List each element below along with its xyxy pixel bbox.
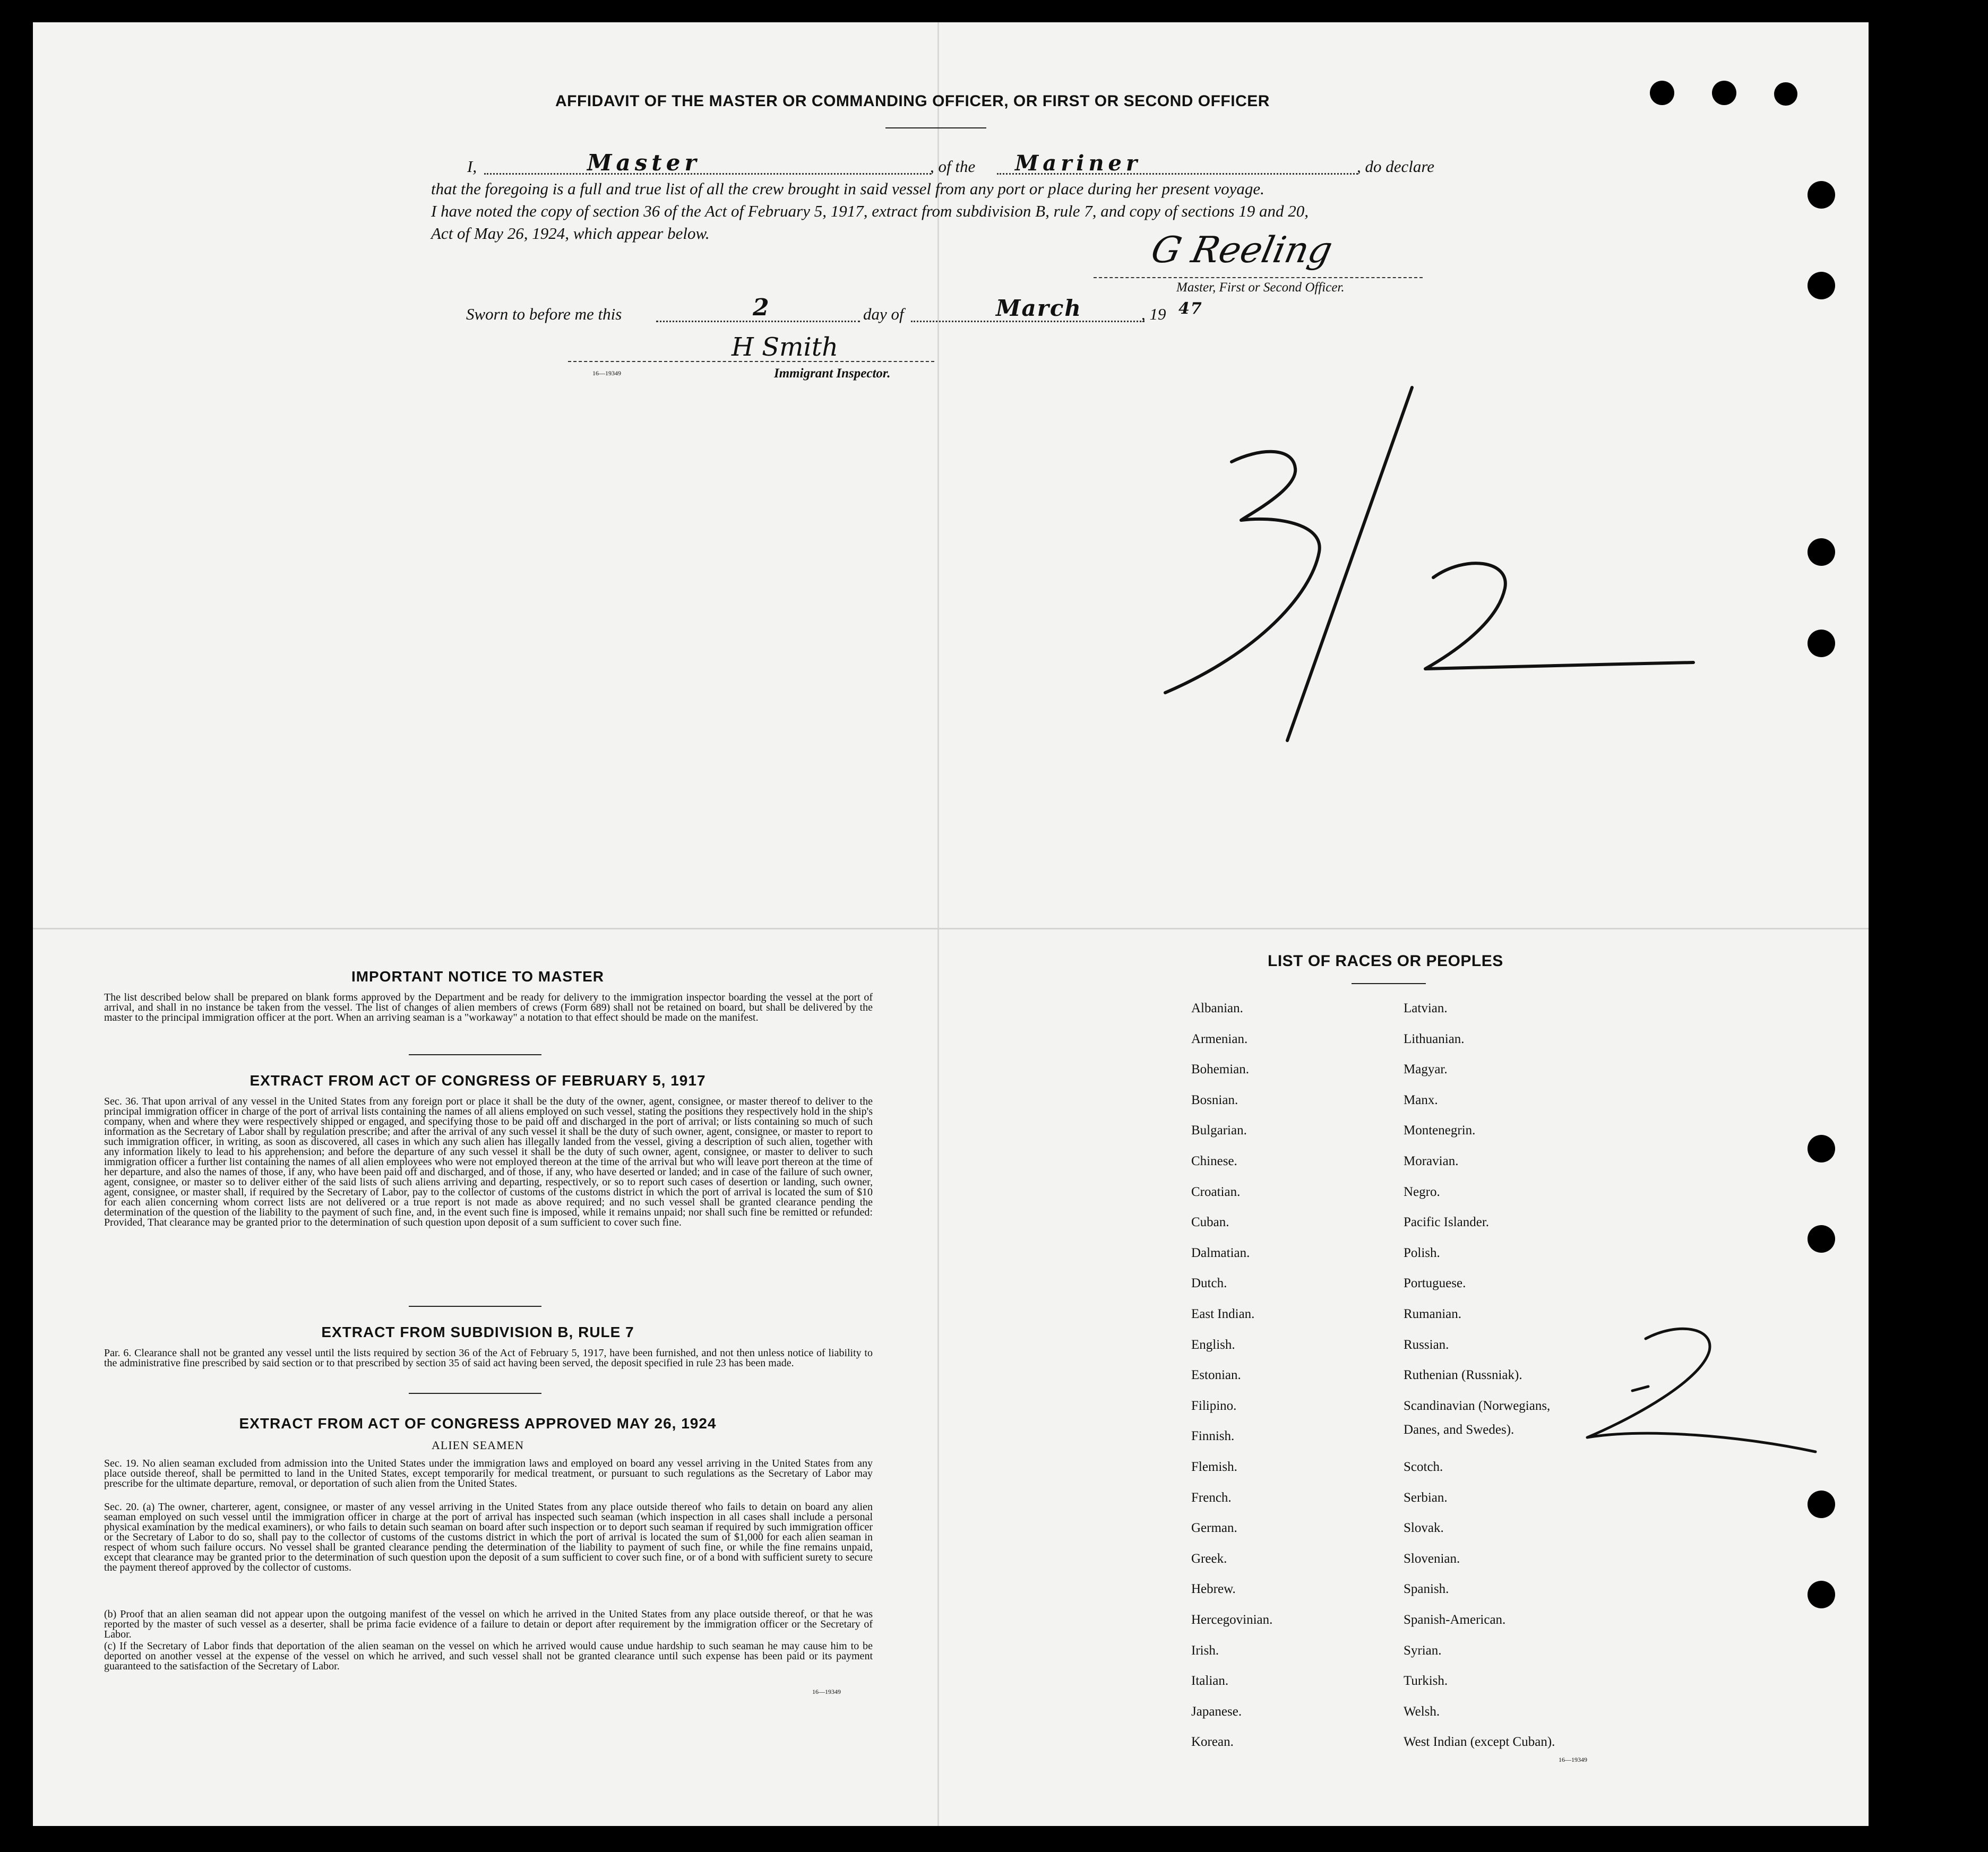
race-right-item: Scotch. [1404,1460,1443,1474]
affidavit-line-3: Act of May 26, 1924, which appear below. [431,224,710,243]
extract-1917-title: EXTRACT FROM ACT OF CONGRESS OF FEBRUARY 5, 1917 [249,1072,706,1089]
punch-hole-6 [1808,1225,1835,1253]
race-left-item: Estonian. [1191,1368,1241,1382]
punch-hole-8 [1808,1581,1835,1608]
rule7-body: Par. 6. Clearance shall not be granted any vessel until the lists required by section 36 of the Act of February 5, 1917, have been furnished, and not then unless notice of liability to the administrative fine prescribed by said section or to that prescribed by section 35 of said act having been served, the deposit specified in rule 23 has been made. [104,1347,873,1369]
rule7-title: EXTRACT FROM SUBDIVISION B, RULE 7 [321,1324,634,1340]
race-left-item: Dutch. [1191,1276,1227,1290]
punch-hole-top-2 [1712,81,1736,105]
race-left-item: Japanese. [1191,1704,1242,1719]
race-right-item: Polish. [1404,1246,1440,1260]
race-right-item: Moravian. [1404,1154,1459,1168]
race-left-item: Italian. [1191,1674,1229,1688]
race-right-item: Rumanian. [1404,1307,1462,1321]
race-right-item: Pacific Islander. [1404,1215,1490,1229]
race-right-item: Magyar. [1404,1062,1448,1076]
punch-hole-7 [1808,1491,1835,1518]
race-left-item: Bulgarian. [1191,1123,1247,1138]
race-right-item: Portuguese. [1404,1276,1466,1290]
affidavit-heading: AFFIDAVIT OF THE MASTER OR COMMANDING OFFICER, OR FIRST OR SECOND OFFICER [555,92,1270,110]
sworn-label: Sworn to before me this [466,305,622,323]
races-title-rule [1352,983,1426,984]
race-scandinavian-continued: Danes, and Swedes). [1404,1423,1514,1437]
race-right-item: Syrian. [1404,1643,1442,1658]
race-right-item: Slovenian. [1404,1552,1460,1566]
master-signature: G Reeling [1147,229,1336,271]
race-left-item: East Indian. [1191,1307,1255,1321]
race-left-item: Filipino. [1191,1399,1237,1413]
punch-hole-1 [1808,181,1835,209]
extract-1924-title: EXTRACT FROM ACT OF CONGRESS APPROVED MAY 26, 1924 [239,1415,717,1432]
race-left-item: Finnish. [1191,1429,1235,1443]
year-prefix: , 19 [1141,305,1166,323]
fold-crease-vertical [937,22,939,1826]
rule-1 [409,1054,541,1055]
race-right-item: Turkish. [1404,1674,1448,1688]
punch-hole-top-1 [1650,81,1674,105]
race-right-item: Slovak. [1404,1521,1444,1535]
race-right-item: Negro. [1404,1185,1440,1199]
extract-1924-subtitle: ALIEN SEAMEN [432,1438,524,1452]
form-number-bottom-right: 16—19349 [1559,1756,1587,1763]
punch-hole-2 [1808,272,1835,299]
handwritten-annotation-2 [1582,1322,1826,1465]
i-label: I, [467,157,477,176]
races-title: LIST OF RACES OR PEOPLES [1268,952,1503,970]
inspector-signature: H Smith [731,332,839,362]
race-right-item: Scandinavian (Norwegians, [1404,1399,1551,1413]
race-left-item: Dalmatian. [1191,1246,1250,1260]
race-right-item: Russian. [1404,1338,1449,1352]
day-of-label: day of [863,305,904,323]
race-right-item: Ruthenian (Russniak). [1404,1368,1522,1382]
race-left-item: Irish. [1191,1643,1219,1658]
vessel-value-handwritten: Mariner [1015,151,1142,176]
affidavit-line-2: I have noted the copy of section 36 of the Act of February 5, 1917, extract from subdivision B, rule 7, and copy of sections 19 and 20, [431,202,1309,220]
extract-1924-sec20a: Sec. 20. (a) The owner, charterer, agent, consignee, or master of any vessel arriving in the United States from any place outside thereof who fails to detain on board any alien seaman employed on such vessel until the immigration officer in charge at the port of arrival has inspected such seaman (which inspection in all cases shall include a personal physical examination by the medical examiners), or who fails to detain such seaman on board after such inspection or to deport such seaman if required by such immigration officer or the Secretary of Labor to do so, shall pay to the collector of customs of the customs district in which the port of arrival is located the sum of $1,000 for each alien seaman in respect of whom such failure occurs. No vessel shall be granted clearance pending the determination of the liability to payment of such fine, or while the fine remains unpaid, except that clearance may be granted prior to the determination of such question upon the deposit of a sum sufficient to cover such fine, or of a bond with sufficient surety to secure the payment thereof approved by the collector of customs. [104,1501,873,1573]
extract-1917-body: Sec. 36. That upon arrival of any vessel in the United States from any foreign port or place it shall be the duty of the owner, agent, consignee, or master thereof to deliver to the principal immigration officer in charge of the port of arrival lists containing the names of all aliens employed on such vessel, stating the positions they respectively hold in the ship's company, when and where they were respectively shipped or engaged, and specifying those to be paid off and discharged in the port of arrival; or lists containing so much of such information as the Secretary of Labor shall by regulation prescribe; and after the arrival of any such vessel it shall be the duty of such owner, agent, consignee, or master to report to such immigration officer, in writing, as soon as discovered, all cases in which any such alien has illegally landed from the vessel, giving a description of such alien, together with any information likely to lead to his apprehension; and before the departure of any such vessel it shall be the duty of such owner, agent, consignee, or master to deliver to such immigration officer a further list containing the names of all alien employees who were not employed thereon at the time of the arrival but who will leave port thereon at the time of her departure, and also the names of those, if any, who have been paid off and discharged, and of those, if any, who have deserted or landed; and in case of the failure of such owner, agent, consignee, or master so to deliver either of the said lists of such aliens arriving and departing, respectively, or so to report such cases of desertion or landing, such owner, agent, consignee, or master shall, if required by the Secretary of Labor, pay to the collector of customs of the customs district in which the port of arrival is located the sum of $10 for each alien concerning whom correct lists are not delivered or a true report is not made as above required; and no such vessel shall be granted clearance pending the determination of the question of the liability to the payment of such fine, and, in the event such fine is imposed, while it remains unpaid; nor shall such fine be remitted or refunded: Provided, That clearance may be granted prior to the determination of such question upon deposit of a sum sufficient to cover such fine. [104,1096,873,1228]
race-left-item: Korean. [1191,1735,1234,1749]
race-left-item: German. [1191,1521,1237,1535]
race-right-item: Serbian. [1404,1491,1448,1505]
year-value-handwritten: 47 [1178,299,1203,318]
race-left-item: Hebrew. [1191,1582,1236,1596]
race-left-item: Bohemian. [1191,1062,1250,1076]
i-value-handwritten: Master [587,150,701,176]
punch-hole-3 [1808,538,1835,566]
signature-caption: Master, First or Second Officer. [1176,280,1345,295]
inspector-caption: Immigrant Inspector. [774,366,891,381]
race-left-item: Greek. [1191,1552,1227,1566]
race-right-item: Spanish. [1404,1582,1449,1596]
affidavit-line-1: that the foregoing is a full and true list of all the crew brought in said vessel from any port or place during her present voyage. [431,179,1264,198]
i-fill-line [484,173,931,175]
race-right-item: Manx. [1404,1093,1438,1107]
rule-2 [409,1306,541,1307]
month-value-handwritten: March [996,295,1082,321]
heading-rule [885,127,986,128]
race-left-item: Cuban. [1191,1215,1229,1229]
fold-crease-horizontal [33,928,1869,929]
race-right-item: Latvian. [1404,1001,1448,1015]
race-left-item: Armenian. [1191,1032,1248,1046]
extract-1924-sec20c: (c) If the Secretary of Labor finds that deportation of the alien seaman on the vessel on which he arrived would cause undue hardship to such seaman he may cause him to be deported on another vessel at the expense of the vessel on which he arrived, and such vessel shall not be granted clearance until such expense has been paid or its payment guaranteed to the satisfaction of the Secretary of Labor. [104,1640,873,1672]
punch-hole-4 [1808,630,1835,657]
extract-1924-sec19: Sec. 19. No alien seaman excluded from admission into the United States under the immigration laws and employed on board any vessel arriving in the United States from any place outside thereof, shall be permitted to land in the United States, except temporarily for medical treatment, or pursuant to such regulations as the Secretary of Labor may prescribe for the ultimate departure, removal, or deportation of such alien from the United States. [104,1458,873,1489]
race-right-item: Lithuanian. [1404,1032,1465,1046]
punch-hole-top-3 [1774,82,1797,106]
extract-1924-sec20b: (b) Proof that an alien seaman did not appear upon the outgoing manifest of the vessel on which he arrived in the United States from any place outside thereof, or that he was reported by the master of such vessel as a deserter, shall be prima facie evidence of a failure to detain or deport after requirement by the immigration officer or the Secretary of Labor. [104,1608,873,1640]
notice-title: IMPORTANT NOTICE TO MASTER [351,968,605,985]
race-right-item: Spanish-American. [1404,1613,1506,1627]
form-number-top: 16—19349 [592,369,621,377]
race-left-item: Hercegovinian. [1191,1613,1273,1627]
race-left-item: English. [1191,1338,1235,1352]
handwritten-annotation-large [1136,372,1709,754]
inspector-line [568,361,934,362]
race-left-item: Chinese. [1191,1154,1237,1168]
race-left-item: Flemish. [1191,1460,1237,1474]
race-right-item: Welsh. [1404,1704,1440,1719]
race-left-item: Bosnian. [1191,1093,1238,1107]
day-value-handwritten: 2 [753,294,773,321]
race-right-item: Montenegrin. [1404,1123,1476,1138]
notice-body: The list described below shall be prepared on blank forms approved by the Department and be ready for delivery to the immigration inspector boarding the vessel at the port of arrival, and shall in no instance be taken from the vessel. The list of changes of alien members of crews (Form 689) shall not be retained on board, but shall be delivered by the master to the principal immigration officer at the port. When an arriving seaman is a "workaway" a notation to that effect should be made on the manifest. [104,992,873,1023]
punch-hole-5 [1808,1135,1835,1162]
race-right-item: West Indian (except Cuban). [1404,1735,1555,1749]
race-left-item: French. [1191,1491,1232,1505]
race-left-item: Croatian. [1191,1185,1241,1199]
do-declare-label: , do declare [1357,157,1435,176]
signature-line [1094,277,1423,278]
rule-3 [409,1393,541,1394]
of-the-label: , of the [930,157,976,176]
race-left-item: Albanian. [1191,1001,1243,1015]
form-number-bottom-left: 16—19349 [812,1688,841,1695]
